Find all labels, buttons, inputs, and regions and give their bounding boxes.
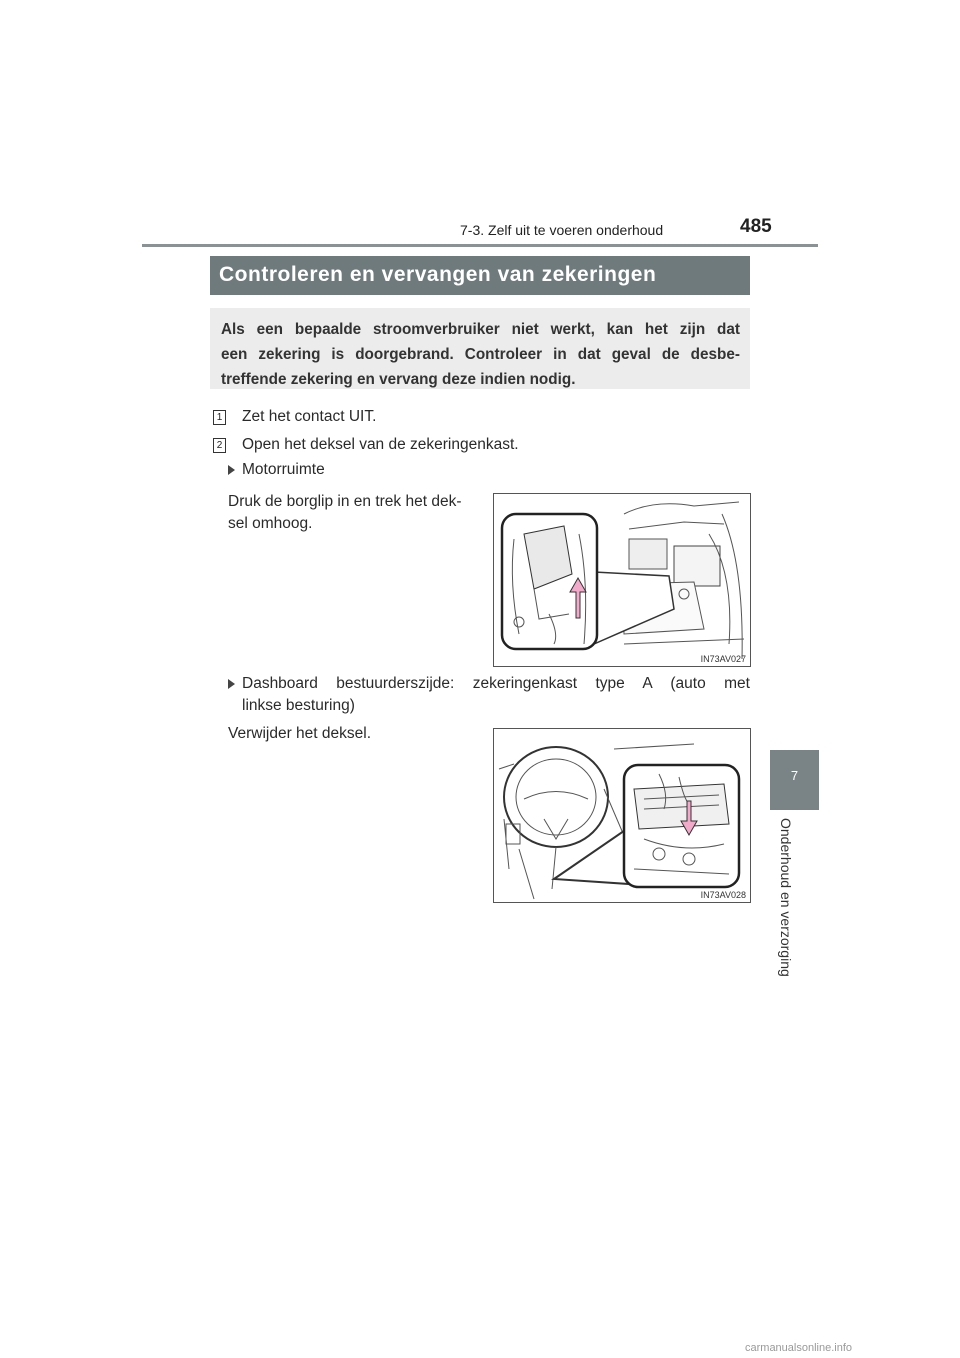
dashboard-illustration [494, 729, 750, 902]
dashboard-fusebox-figure [493, 728, 751, 903]
step-text-1: Zet het contact UIT. [242, 408, 377, 425]
engine-fusebox-figure [493, 493, 751, 667]
step-badge-2: 2 [213, 438, 226, 453]
item-desc-line: sel omhoog. [228, 515, 313, 532]
step-badge-1: 1 [213, 410, 226, 425]
bullet-triangle-icon [228, 465, 235, 475]
item-label-engine: Motorruimte [242, 461, 325, 478]
item-label-dashboard-cont: linkse besturing) [242, 697, 355, 714]
intro-box [210, 308, 750, 389]
header-divider [142, 244, 818, 247]
figure-code: IN73AV028 [700, 890, 746, 900]
figure-code: IN73AV027 [700, 654, 746, 664]
page-number: 485 [740, 216, 772, 237]
section-heading: 7-3. Zelf uit te voeren onderhoud [460, 222, 664, 238]
page-title: Controleren en vervangen van zekeringen [210, 256, 750, 295]
engine-illustration [494, 494, 750, 666]
step-text-2: Open het deksel van de zekeringenkast. [242, 436, 519, 453]
item-desc: Verwijder het deksel. [228, 725, 372, 742]
footer-watermark: carmanualsonline.info [745, 1342, 853, 1354]
chapter-number: 7 [790, 768, 799, 783]
intro-line: Als een bepaalde stroomverbruiker niet werkt, kan het zijn dat [221, 321, 740, 338]
chapter-label: Onderhoud en verzorging [778, 818, 794, 977]
intro-line: treffende zekering en vervang deze indien nodig. [221, 371, 576, 388]
intro-line: een zekering is doorgebrand. Controleer in dat geval de desbe- [221, 346, 740, 363]
bullet-triangle-icon [228, 679, 235, 689]
item-label-dashboard: Dashboard bestuurderszijde: zekeringenkast type A (auto met [242, 675, 750, 692]
item-desc-line: Druk de borglip in en trek het dek- [228, 493, 462, 510]
